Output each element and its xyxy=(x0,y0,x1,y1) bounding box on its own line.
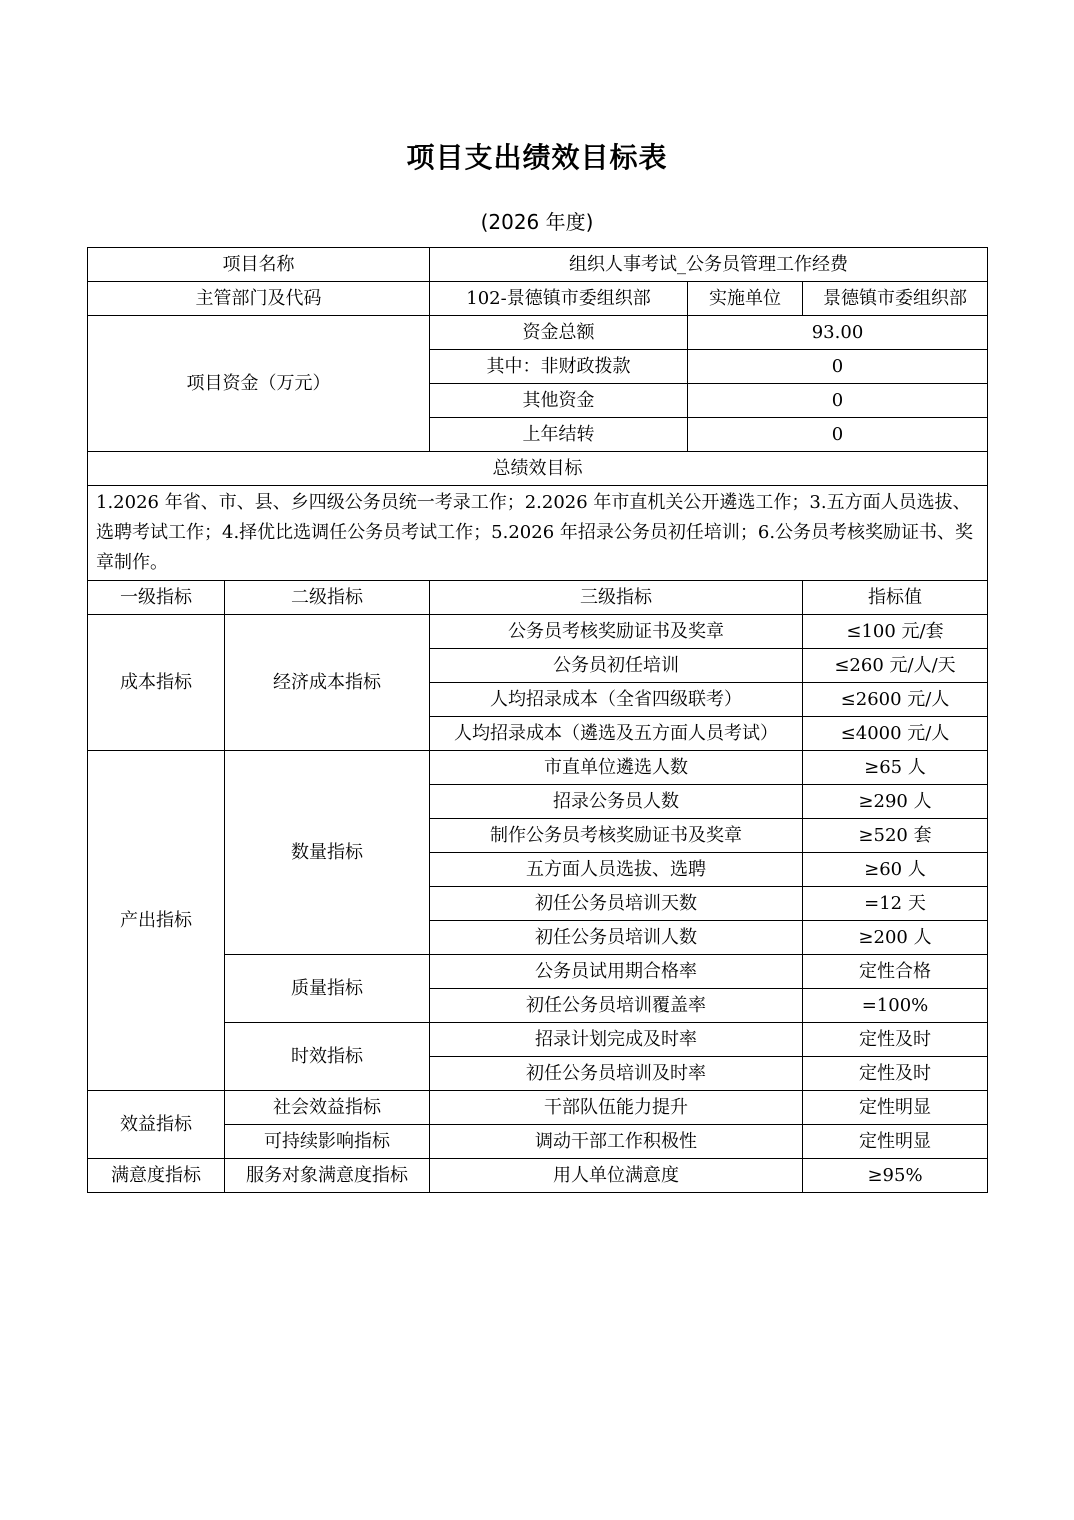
funds-item-value: 0 xyxy=(688,384,988,418)
indicator-name: 人均招录成本（全省四级联考） xyxy=(430,683,803,717)
indicator-name: 用人单位满意度 xyxy=(430,1159,803,1193)
indicator-name: 公务员初任培训 xyxy=(430,649,803,683)
table-row xyxy=(88,1091,988,1125)
indicator-value: ≥200 人 xyxy=(803,921,988,955)
indicator-value: =100% xyxy=(803,989,988,1023)
indicator-value: =12 天 xyxy=(803,887,988,921)
level2-quality: 质量指标 xyxy=(225,955,430,1023)
table-row xyxy=(88,1159,988,1193)
indicator-value: ≥95% xyxy=(803,1159,988,1193)
funds-label: 项目资金（万元） xyxy=(88,316,430,452)
indicator-header-row xyxy=(88,581,988,615)
funds-row xyxy=(88,316,988,350)
indicator-value: ≥290 人 xyxy=(803,785,988,819)
level1-cost: 成本指标 xyxy=(88,615,225,751)
header-level3: 三级指标 xyxy=(430,581,803,615)
indicator-name: 招录公务员人数 xyxy=(430,785,803,819)
indicator-value: 定性明显 xyxy=(803,1091,988,1125)
level2-quantity: 数量指标 xyxy=(225,751,430,955)
funds-item-label: 其他资金 xyxy=(430,384,688,418)
level2-social: 社会效益指标 xyxy=(225,1091,430,1125)
indicator-value: ≥60 人 xyxy=(803,853,988,887)
indicator-value: 定性明显 xyxy=(803,1125,988,1159)
table-row xyxy=(88,751,988,785)
goal-text-row xyxy=(88,486,988,581)
page-title: 项目支出绩效目标表 xyxy=(406,141,668,174)
indicator-value: 定性合格 xyxy=(803,955,988,989)
department-row xyxy=(88,282,988,316)
indicator-name: 制作公务员考核奖励证书及奖章 xyxy=(430,819,803,853)
goal-header-row xyxy=(88,452,988,486)
indicator-name: 初任公务员培训覆盖率 xyxy=(430,989,803,1023)
page-subtitle: (2026 年度) xyxy=(480,210,594,234)
indicator-name: 公务员试用期合格率 xyxy=(430,955,803,989)
indicator-name: 干部队伍能力提升 xyxy=(430,1091,803,1125)
implementing-unit-label: 实施单位 xyxy=(688,282,803,316)
indicator-name: 初任公务员培训天数 xyxy=(430,887,803,921)
indicator-name: 招录计划完成及时率 xyxy=(430,1023,803,1057)
indicator-value: ≤2600 元/人 xyxy=(803,683,988,717)
indicator-value: ≤4000 元/人 xyxy=(803,717,988,751)
goal-header: 总绩效目标 xyxy=(88,452,988,486)
indicator-name: 公务员考核奖励证书及奖章 xyxy=(430,615,803,649)
indicator-value: ≥520 套 xyxy=(803,819,988,853)
indicator-name: 调动干部工作积极性 xyxy=(430,1125,803,1159)
level2-service: 服务对象满意度指标 xyxy=(225,1159,430,1193)
header-level1: 一级指标 xyxy=(88,581,225,615)
funds-item-label: 其中：非财政拨款 xyxy=(430,350,688,384)
funds-item-value: 0 xyxy=(688,418,988,452)
funds-item-label: 资金总额 xyxy=(430,316,688,350)
indicator-value: 定性及时 xyxy=(803,1057,988,1091)
indicator-name: 五方面人员选拔、选聘 xyxy=(430,853,803,887)
department-label: 主管部门及代码 xyxy=(88,282,430,316)
project-name-label: 项目名称 xyxy=(88,248,430,282)
level1-output: 产出指标 xyxy=(88,751,225,1091)
funds-item-label: 上年结转 xyxy=(430,418,688,452)
project-name-value: 组织人事考试_公务员管理工作经费 xyxy=(430,248,988,282)
project-name-row xyxy=(88,248,988,282)
indicator-value: ≤100 元/套 xyxy=(803,615,988,649)
level1-benefit: 效益指标 xyxy=(88,1091,225,1159)
implementing-unit-value: 景德镇市委组织部 xyxy=(803,282,988,316)
goal-text: 1.2026 年省、市、县、乡四级公务员统一考录工作；2.2026 年市直机关公开遴选工作；3.五方面人员选拔、选聘考试工作；4.择优比选调任公务员考试工作；5.2026 年招录公务员初任培训；6.公务员考核奖励证书、奖章制作。 xyxy=(88,486,988,581)
indicator-value: 定性及时 xyxy=(803,1023,988,1057)
funds-item-value: 93.00 xyxy=(688,316,988,350)
level2-sustainable: 可持续影响指标 xyxy=(225,1125,430,1159)
level1-satisfaction: 满意度指标 xyxy=(88,1159,225,1193)
header-level2: 二级指标 xyxy=(225,581,430,615)
indicator-value: ≤260 元/人/天 xyxy=(803,649,988,683)
department-value: 102-景德镇市委组织部 xyxy=(430,282,688,316)
performance-target-table xyxy=(87,247,988,1193)
table-row xyxy=(88,615,988,649)
funds-item-value: 0 xyxy=(688,350,988,384)
indicator-name: 初任公务员培训及时率 xyxy=(430,1057,803,1091)
header-value: 指标值 xyxy=(803,581,988,615)
level2-timeliness: 时效指标 xyxy=(225,1023,430,1091)
indicator-name: 人均招录成本（遴选及五方面人员考试） xyxy=(430,717,803,751)
indicator-value: ≥65 人 xyxy=(803,751,988,785)
indicator-name: 市直单位遴选人数 xyxy=(430,751,803,785)
indicator-name: 初任公务员培训人数 xyxy=(430,921,803,955)
level2-economic: 经济成本指标 xyxy=(225,615,430,751)
